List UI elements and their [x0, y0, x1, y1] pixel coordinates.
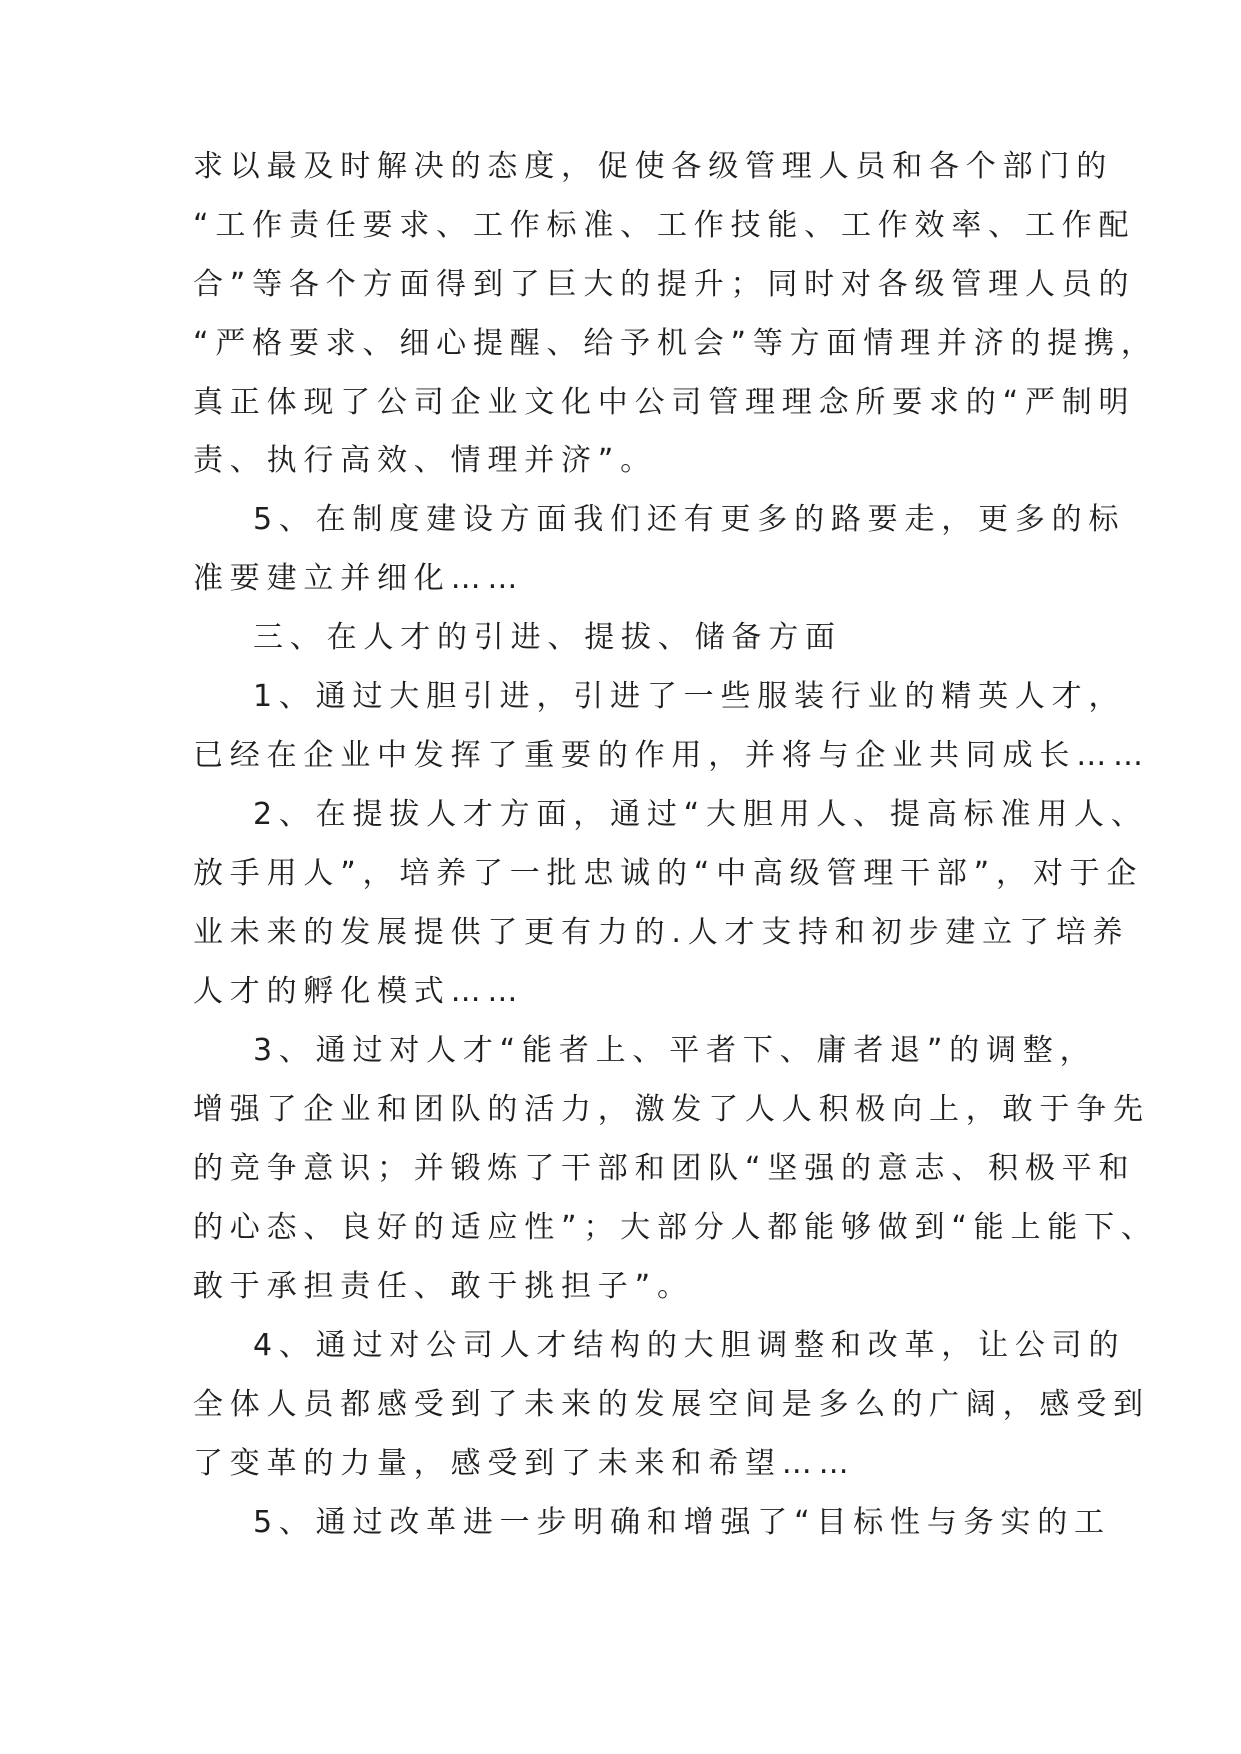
body-text-line: 了变革的力量，感受到了未来和希望……: [193, 1446, 856, 1481]
body-text-line: 准要建立并细化……: [193, 561, 525, 596]
section-heading: 三、在人才的引进、提拔、储备方面: [253, 620, 842, 655]
body-text-line: “工作责任要求、工作标准、工作技能、工作效率、工作配: [193, 208, 1136, 243]
body-text-line: 已经在企业中发挥了重要的作用，并将与企业共同成长……: [193, 738, 1150, 773]
body-text-line: 的心态、良好的适应性”；大部分人都能够做到“能上能下、: [193, 1210, 1158, 1245]
body-text-line: 责、执行高效、情理并济”。: [193, 443, 657, 478]
body-text-line: 业未来的发展提供了更有力的.人才支持和初步建立了培养: [193, 915, 1130, 950]
body-text-line: 人才的孵化模式……: [193, 974, 525, 1009]
body-text-line: 敢于承担责任、敢于挑担子”。: [193, 1269, 694, 1304]
body-text-line: 全体人员都感受到了未来的发展空间是多么的广阔，感受到: [193, 1387, 1150, 1422]
paragraph-first-line: 2、在提拔人才方面，通过“大胆用人、提高标准用人、: [253, 797, 1148, 832]
paragraph-first-line: 4、通过对公司人才结构的大胆调整和改革，让公司的: [253, 1328, 1126, 1363]
body-text-line: 合”等各个方面得到了巨大的提升；同时对各级管理人员的: [193, 267, 1136, 302]
body-text-line: 真正体现了公司企业文化中公司管理理念所要求的“严制明: [193, 385, 1136, 420]
body-text-line: 的竞争意识；并锻炼了干部和团队“坚强的意志、积极平和: [193, 1151, 1136, 1186]
body-text-line: 求以最及时解决的态度，促使各级管理人员和各个部门的: [193, 149, 1113, 184]
body-text-line: 增强了企业和团队的活力，激发了人人积极向上，敢于争先: [193, 1092, 1150, 1127]
paragraph-first-line: 3、通过对人才“能者上、平者下、庸者退”的调整，: [253, 1033, 1097, 1068]
body-text-line: “严格要求、细心提醒、给予机会”等方面情理并济的提携，: [193, 326, 1158, 361]
paragraph-first-line: 5、通过改革进一步明确和增强了“目标性与务实的工: [253, 1505, 1111, 1540]
body-text-line: 放手用人”，培养了一批忠诚的“中高级管理干部”，对于企: [193, 856, 1144, 891]
paragraph-first-line: 1、通过大胆引进，引进了一些服装行业的精英人才，: [253, 679, 1126, 714]
paragraph-first-line: 5、在制度建设方面我们还有更多的路要走，更多的标: [253, 502, 1126, 537]
